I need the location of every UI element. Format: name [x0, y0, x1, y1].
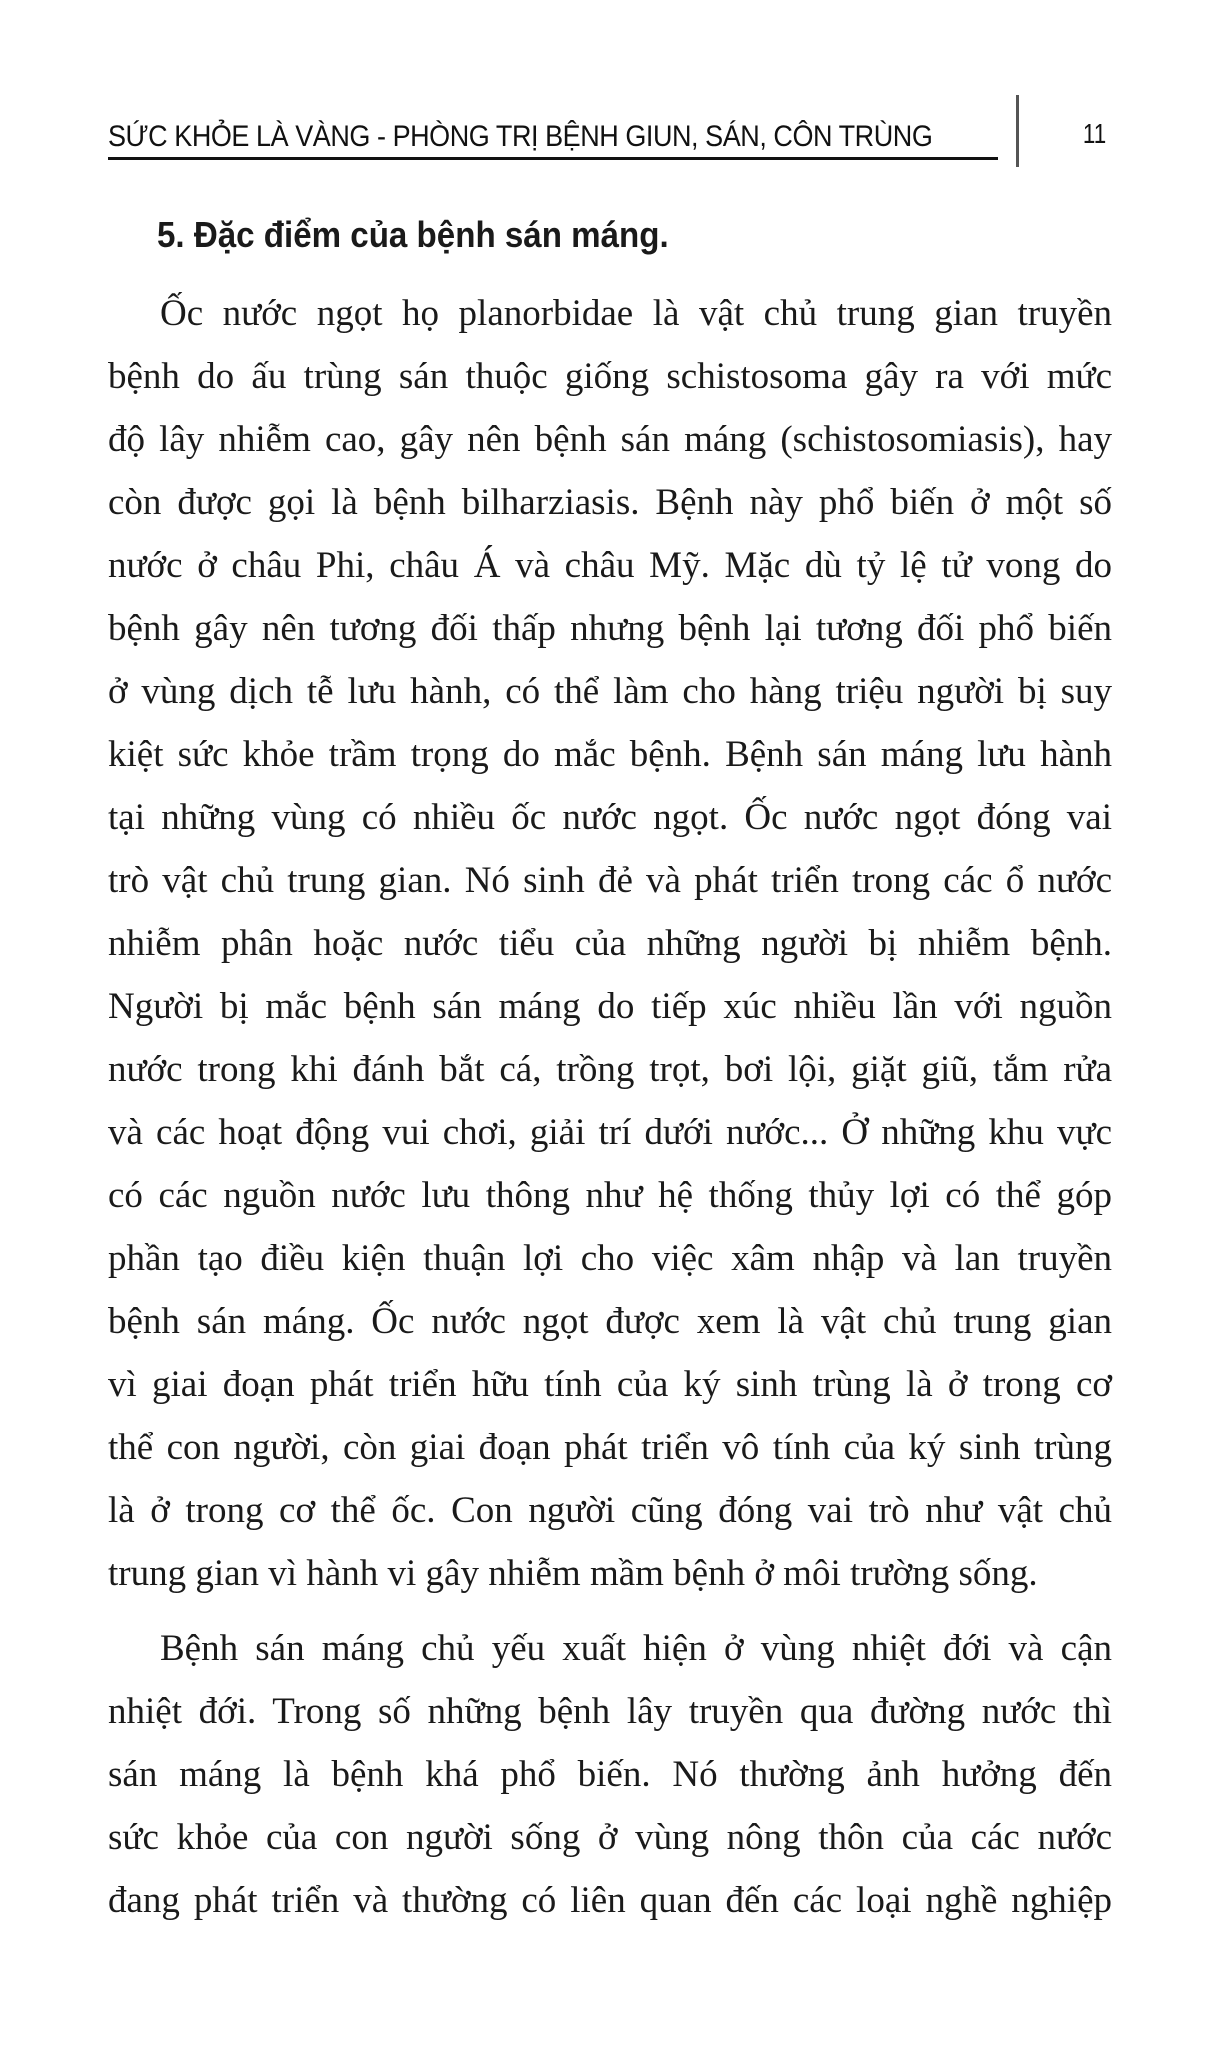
- text-line: và các hoạt động vui chơi, giải trí dưới nước... Ở những khu vực: [108, 1112, 1112, 1153]
- text-line: nhiễm phân hoặc nước tiểu của những người bị nhiễm bệnh.: [108, 923, 1112, 964]
- text-line: trung gian vì hành vi gây nhiễm mầm bệnh ở môi trường sống.: [108, 1553, 1038, 1594]
- running-header: [108, 112, 998, 160]
- text-line: nước trong khi đánh bắt cá, trồng trọt, bơi lội, giặt giũ, tắm rửa: [108, 1049, 1112, 1090]
- text-line: thể con người, còn giai đoạn phát triển vô tính của ký sinh trùng: [108, 1427, 1112, 1468]
- text-line: Người bị mắc bệnh sán máng do tiếp xúc nhiều lần với nguồn: [108, 986, 1112, 1027]
- paragraph-1: [108, 282, 1112, 1605]
- text-line: nhiệt đới. Trong số những bệnh lây truyền qua đường nước thì: [108, 1691, 1112, 1732]
- text-line: vì giai đoạn phát triển hữu tính của ký sinh trùng là ở trong cơ: [108, 1364, 1112, 1405]
- text-line: là ở trong cơ thể ốc. Con người cũng đóng vai trò như vật chủ: [108, 1490, 1112, 1531]
- text-line: độ lây nhiễm cao, gây nên bệnh sán máng (schistosomiasis), hay: [108, 419, 1112, 460]
- text-line: kiệt sức khỏe trầm trọng do mắc bệnh. Bệnh sán máng lưu hành: [108, 734, 1112, 775]
- text-line: sức khỏe của con người sống ở vùng nông thôn của các nước: [108, 1817, 1112, 1858]
- text-line: còn được gọi là bệnh bilharziasis. Bệnh này phổ biến ở một số: [108, 482, 1112, 523]
- text-line: Ốc nước ngọt họ planorbidae là vật chủ trung gian truyền: [160, 293, 1112, 334]
- text-line: tại những vùng có nhiều ốc nước ngọt. Ốc nước ngọt đóng vai: [108, 797, 1112, 838]
- text-line: phần tạo điều kiện thuận lợi cho việc xâm nhập và lan truyền: [108, 1238, 1112, 1279]
- text-line: ở vùng dịch tễ lưu hành, có thể làm cho hàng triệu người bị suy: [108, 671, 1112, 712]
- paragraph-2: [108, 1617, 1112, 1932]
- text-line: sán máng là bệnh khá phổ biến. Nó thường ảnh hưởng đến: [108, 1754, 1112, 1795]
- text-line: nước ở châu Phi, châu Á và châu Mỹ. Mặc dù tỷ lệ tử vong do: [108, 545, 1112, 586]
- running-title: SỨC KHỎE LÀ VÀNG - PHÒNG TRỊ BỆNH GIUN, SÁN, CÔN TRÙNG: [108, 120, 933, 153]
- text-line: có các nguồn nước lưu thông như hệ thống thủy lợi có thể góp: [108, 1175, 1112, 1216]
- section-heading: 5. Đặc điểm của bệnh sán máng.: [157, 214, 669, 255]
- text-line: bệnh gây nên tương đối thấp nhưng bệnh lại tương đối phổ biến: [108, 608, 1112, 649]
- text-line: bệnh sán máng. Ốc nước ngọt được xem là vật chủ trung gian: [108, 1301, 1112, 1342]
- header-underline: [108, 157, 998, 160]
- text-line: Bệnh sán máng chủ yếu xuất hiện ở vùng nhiệt đới và cận: [160, 1628, 1112, 1669]
- text-line: đang phát triển và thường có liên quan đến các loại nghề nghiệp: [108, 1880, 1112, 1921]
- page-number: 11: [1082, 118, 1107, 149]
- text-line: trò vật chủ trung gian. Nó sinh đẻ và phát triển trong các ổ nước: [108, 860, 1112, 901]
- text-line: bệnh do ấu trùng sán thuộc giống schistosoma gây ra với mức: [108, 356, 1112, 397]
- header-divider: [1016, 95, 1019, 167]
